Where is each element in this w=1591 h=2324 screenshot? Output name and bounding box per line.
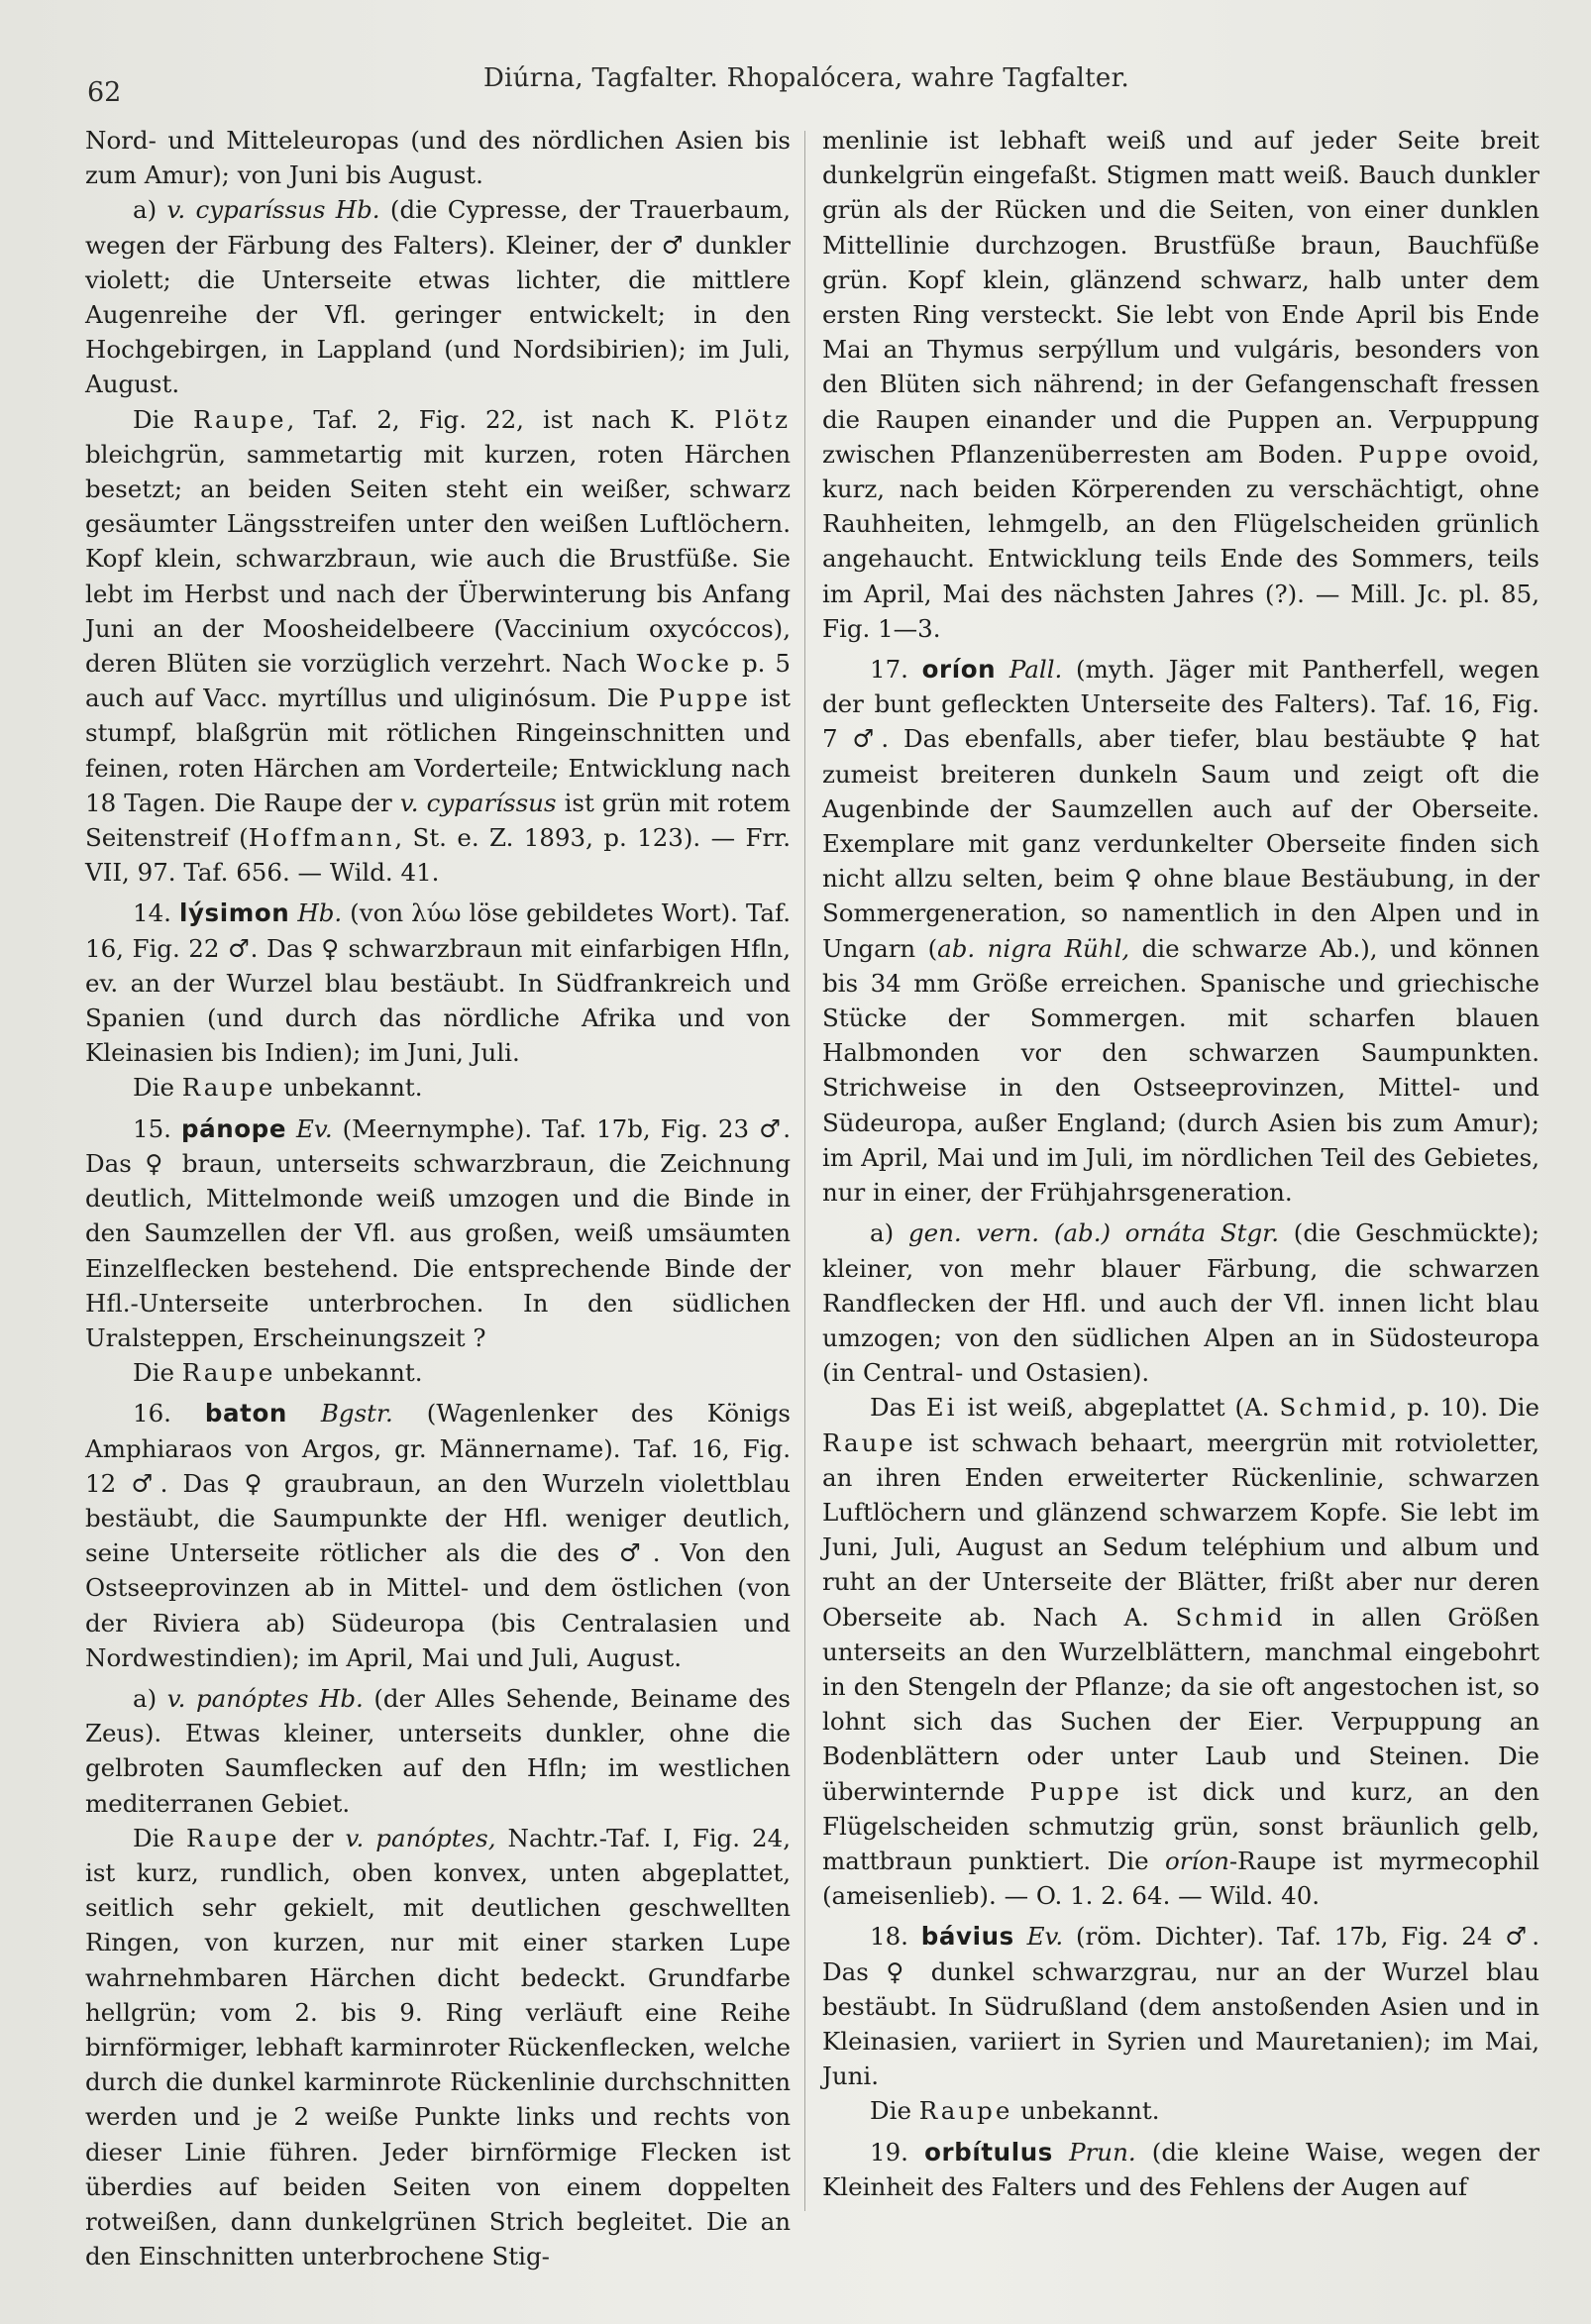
text-run (286, 1114, 296, 1143)
text-run: Die (133, 1823, 187, 1852)
text-run: (myth. Jäger mit Pantherfell, wegen der bunt gefleckten Unterseite des Falters). Taf. 16, Fig. 7 ♂. Das ebenfalls, aber tiefer, blau bestäubte ♀ hat zumeist breiteren dunkeln Saum und zeigt oft die Augenbinde der Saumzellen auch auf der Oberseite. Exemplare mit ganz verdunkelter Oberseite finden sich nicht allzu selten, beim ♀ ohne blaue Bestäubung, in der Sommergeneration, so namentlich in den Alpen und in Ungarn ( (822, 655, 1539, 963)
italic-text: Hb. (297, 898, 343, 928)
spaced-text: Raupe (822, 1427, 916, 1457)
spaced-text: Puppe (1358, 439, 1451, 469)
text-run: 16. (133, 1399, 205, 1428)
text-run: ist grün mit rotem Seitenstreif ( (85, 788, 791, 853)
text-run: Nord- und Mitteleuropas (und des nördlichen Asien bis zum Amur); von Juni bis August. (85, 126, 791, 190)
text-run: Das (870, 1393, 926, 1423)
text-run: unbekannt. (275, 1358, 423, 1388)
paragraph (85, 1681, 791, 1821)
text-run: (Wagenlenker des Königs Amphiaraos von Argos, gr. Männername). Taf. 16, Fig. 12 ♂. Das ♀ graubraun, an den Wurzeln violettblau bestäubt, die Saumpunkte der Hfl. weniger deutlich, seine Unterseite rötlicher als die des ♂. Von den Ostseeprovinzen ab in Mittel- und dem östlichen (von der Riviera ab) Südeuropa (bis Centralasien und Nordwestindien); im April, Mai und Juli, August. (85, 1399, 791, 1672)
text-run: , p. 10). Die (1389, 1393, 1540, 1423)
text-run: ist weiß, abgeplattet (A. (957, 1393, 1280, 1423)
paragraph (822, 1919, 1539, 2093)
italic-text: oríon (1165, 1846, 1229, 1875)
spaced-text: Hoffmann (248, 823, 395, 853)
spaced-text: Schmid (1175, 1602, 1286, 1632)
paragraph (85, 402, 791, 891)
text-run: (röm. Dichter). Taf. 17b, Fig. 24 ♂. Das ♀ dunkel schwarzgrau, nur an der Wurzel blau bestäubt. In Südrußland (dem anstoßenden Asien und in Kleinasien, variiert in Syrien und Mauretanien); im Mai, Juni. (822, 1922, 1539, 2091)
paragraph (85, 896, 791, 1070)
text-run: 17. (870, 655, 922, 685)
text-run: a) (870, 1218, 908, 1248)
spaced-text: Raupe (186, 1823, 280, 1852)
text-run: (Meernymphe). Taf. 17b, Fig. 23 ♂. Das ♀ braun, unterseits schwarzbraun, die Zeichnung deutlich, Mittelmonde weiß umzogen und die Binde in den Saumzellen der Vfl. aus großen, weiß umsäumten Einzelflecken bestehend. Die entsprechende Binde der Hfl.-Unterseite unterbrochen. In den südlichen Uralsteppen, Erscheinungszeit ? (85, 1113, 791, 1352)
paragraph (85, 1111, 791, 1355)
text-run: , St. e. Z. 1893, p. 123). — Frr. VII, 97. Taf. 656. — Wild. 41. (85, 823, 791, 888)
right-column (822, 123, 1539, 2204)
paragraph (822, 123, 1539, 646)
paragraph (822, 1390, 1539, 1913)
spaced-text: Ei (925, 1393, 958, 1423)
spaced-text: Raupe (181, 1073, 276, 1103)
spaced-text: Puppe (658, 684, 751, 713)
italic-text: gen. vern. (ab.) ornáta Stgr. (907, 1218, 1279, 1248)
italic-text: Prun. (1069, 2137, 1136, 2166)
text-run: 19. (870, 2137, 925, 2166)
text-run: (die Geschmückte); kleiner, von mehr blauer Färbung, die schwarzen Randflecken der Hfl. und auch der Vfl. innen licht blau umzogen; von den südlichen Alpen an in Südosteuropa (in Central- und Ostasien). (822, 1218, 1539, 1388)
italic-text: Ev. (1026, 1922, 1064, 1952)
spaced-text: Raupe (192, 404, 287, 434)
text-run: -Raupe ist myrmecophil (ameisenlieb). — O. 1. 2. 64. — Wild. 40. (822, 1846, 1539, 1911)
text-run: menlinie ist lebhaft weiß und auf jeder Seite breit dunkelgrün eingefaßt. Stigmen matt weiß. Bauch dunkler grün als der Rücken und die Seiten, von einer dunklen Mittellinie durchzogen. Brustfüße braun, Bauchfüße grün. Kopf klein, glänzend schwarz, halb unter dem ersten Ring versteckt. Sie lebt von Ende April bis Ende Mai an Thymus serpýllum und vulgáris, besonders von den Blüten sich nährend; in der Gefangenschaft fressen die Raupen einander und die Puppen an. Verpuppung zwischen Pflanzenüberresten am Boden. (822, 126, 1539, 469)
text-run: 15. (133, 1113, 181, 1143)
text-run: 14. (133, 898, 179, 928)
text-run: ist stumpf, blaßgrün mit rötlichen Ringeinschnitten und feinen, roten Härchen am Vorderteile; Entwicklung nach 18 Tagen. Die Raupe der (85, 684, 792, 817)
italic-text: v. cyparíssus Hb. (166, 195, 380, 225)
text-run: ist dick und kurz, an den Flügelscheiden schmutzig grün, sonst bräunlich gelb, mattbraun punktiert. Die (822, 1776, 1539, 1875)
text-run: , Taf. 2, Fig. 22, ist nach K. (286, 404, 715, 434)
text-run: a) (133, 195, 167, 225)
paragraph (85, 123, 791, 192)
text-run (287, 1399, 321, 1427)
text-run: die schwarze Ab.), und können bis 34 mm Größe erreichen. Spanische und griechische Stücke der Sommergen. mit scharfen blauen Halbmonden vor den schwarzen Saumpunkten. Strichweise in den Ostseeprovinzen, Mittel- und Südeuropa, außer England; (durch Asien bis zum Amur); im April, Mai und im Juli, im nördlichen Teil des Gebietes, nur in einer, der Frühjahrsgeneration. (822, 933, 1539, 1208)
text-run (1014, 1922, 1027, 1951)
text-run: (der Alles Sehende, Beiname des Zeus). Etwas kleiner, unterseits dunkler, ohne die gelbroten Saumflecken auf den Hfln; im westlichen mediterranen Gebiet. (85, 1683, 791, 1818)
text-run: der (279, 1823, 346, 1852)
species-name: orbítulus (924, 2137, 1053, 2166)
text-run: Die (133, 1358, 182, 1388)
text-run (996, 655, 1009, 684)
text-run (1053, 2138, 1069, 2166)
text-run: (die kleine Waise, wegen der Kleinheit des Falters und des Fehlens der Augen auf (822, 2137, 1539, 2201)
spaced-text: Raupe (181, 1358, 276, 1388)
italic-text: ab. nigra Rühl, (937, 933, 1130, 963)
spaced-text: Schmid (1279, 1393, 1390, 1423)
page-header (87, 61, 1512, 108)
italic-text: v. cyparíssus (399, 788, 557, 817)
italic-text: Pall. (1008, 655, 1063, 685)
text-run: unbekannt. (275, 1073, 423, 1103)
paragraph (85, 1821, 791, 2274)
italic-text: v. panóptes Hb. (166, 1683, 364, 1713)
species-name: pánope (180, 1113, 287, 1143)
species-name: baton (204, 1399, 287, 1428)
text-run: in allen Größen unterseits an den Wurzelblättern, manchmal eingebohrt in den Stengeln der Pflanze; da sie oft angestochen ist, so lohnt sich das Suchen der Eier. Verpuppung an Bodenblättern oder unter Laub und Steinen. Die überwinternde (822, 1602, 1539, 1806)
italic-text: Ev. (296, 1113, 333, 1143)
text-run: unbekannt. (1012, 2096, 1160, 2126)
text-run: a) (133, 1683, 167, 1713)
text-run: ist schwach behaart, meergrün mit rotvioletter, an ihren Enden erweiterter Rückenlinie, schwarzen Luftlöchern und glänzend schwarzem Kopfe. Sie lebt im Juni, Juli, August an Sedum teléphium und album und ruht an der Unterseite der Blätter, frißt aber nur deren Oberseite ab. Nach A. (822, 1427, 1539, 1632)
text-run: 18. (870, 1922, 921, 1952)
paragraph (85, 192, 791, 401)
spaced-text: Plötz (714, 404, 791, 434)
left-column (85, 123, 791, 2273)
paragraph (822, 652, 1539, 1210)
column-divider (804, 131, 805, 2211)
running-title: Diúrna, Tagfalter. Rhopalócera, wahre Tagfalter. (483, 63, 1130, 93)
spaced-text: Raupe (918, 2096, 1013, 2126)
text-run: (von λύω löse gebildetes Wort). Taf. 16, Fig. 22 ♂. Das ♀ schwarzbraun mit einfarbigen Hfln, ev. an der Wurzel blau bestäubt. In Südfrankreich und Spanien (und durch das nördliche Afrika und von Kleinasien bis Indien); im Juni, Juli. (85, 898, 791, 1068)
text-run: (die Cypresse, der Trauerbaum, wegen der Färbung des Falters). Kleiner, der ♂ dunkler violett; die Unterseite etwas lichter, die mittlere Augenreihe der Vfl. geringer entwickelt; in den Hochgebirgen, in Lappland (und Nordsibirien); im Juli, August. (85, 195, 791, 399)
paragraph (85, 1355, 791, 1390)
spaced-text: Wocke (636, 649, 732, 679)
text-run: Nachtr.-Taf. I, Fig. 24, ist kurz, rundlich, oben konvex, unten abgeplattet, seitlich sehr gekielt, mit deutlichen geschwellten Ringen, von kurzen, nur mit einer starken Lupe wahrnehmbaren Härchen dicht bedeckt. Grundfarbe hellgrün; vom 2. bis 9. Ring verläuft eine Reihe birnförmiger, lebhaft karminroter Rückenflecken, welche durch die dunkel karminrote Rückenlinie durchschnitten werden und je 2 weiße Punkte links und rechts von dieser Linie führen. Jeder birnförmige Flecken ist überdies auf beiden Seiten von einem doppelten rotweißen, dann dunkelgrünen Strich begleitet. Die an den Einschnitten unterbrochene Stig- (85, 1823, 791, 2271)
page-number: 62 (87, 77, 122, 108)
text-run: Die (133, 1073, 182, 1103)
spaced-text: Puppe (1029, 1776, 1122, 1806)
text-run: p. 5 auch auf Vacc. myrtíllus und uliginósum. Die (85, 649, 791, 713)
italic-text: v. panóptes, (345, 1823, 496, 1852)
species-name: bávius (920, 1922, 1014, 1952)
paragraph (822, 1215, 1539, 1390)
paragraph (822, 2135, 1539, 2204)
paragraph (85, 1396, 791, 1675)
text-run: bleichgrün, sammetartig mit kurzen, roten Härchen besetzt; an beiden Seiten steht ein weißer, schwarz gesäumter Längsstreifen unter den weißen Luftlöchern. Kopf klein, schwarzbraun, wie auch die Brustfüße. Sie lebt im Herbst und nach der Überwinterung bis Anfang Juni an der Moosheidelbeere (Vaccinium oxycóccos), deren Blüten sie vorzüglich verzehrt. Nach (85, 439, 791, 679)
species-name: oríon (921, 655, 997, 685)
paragraph (85, 1070, 791, 1105)
text-run: Die (133, 404, 193, 434)
species-name: lýsimon (178, 898, 290, 928)
paragraph (822, 2093, 1539, 2128)
italic-text: Bgstr. (320, 1399, 393, 1428)
text-run: Die (870, 2096, 919, 2126)
text-run: ovoid, kurz, nach beiden Körperenden zu verschächtigt, ohne Rauhheiten, lehmgelb, an den Flügelscheiden grünlich angehaucht. Entwicklung teils Ende des Sommers, teils im April, Mai des nächsten Jahres (?). — Mill. Jc. pl. 85, Fig. 1—3. (822, 439, 1540, 643)
